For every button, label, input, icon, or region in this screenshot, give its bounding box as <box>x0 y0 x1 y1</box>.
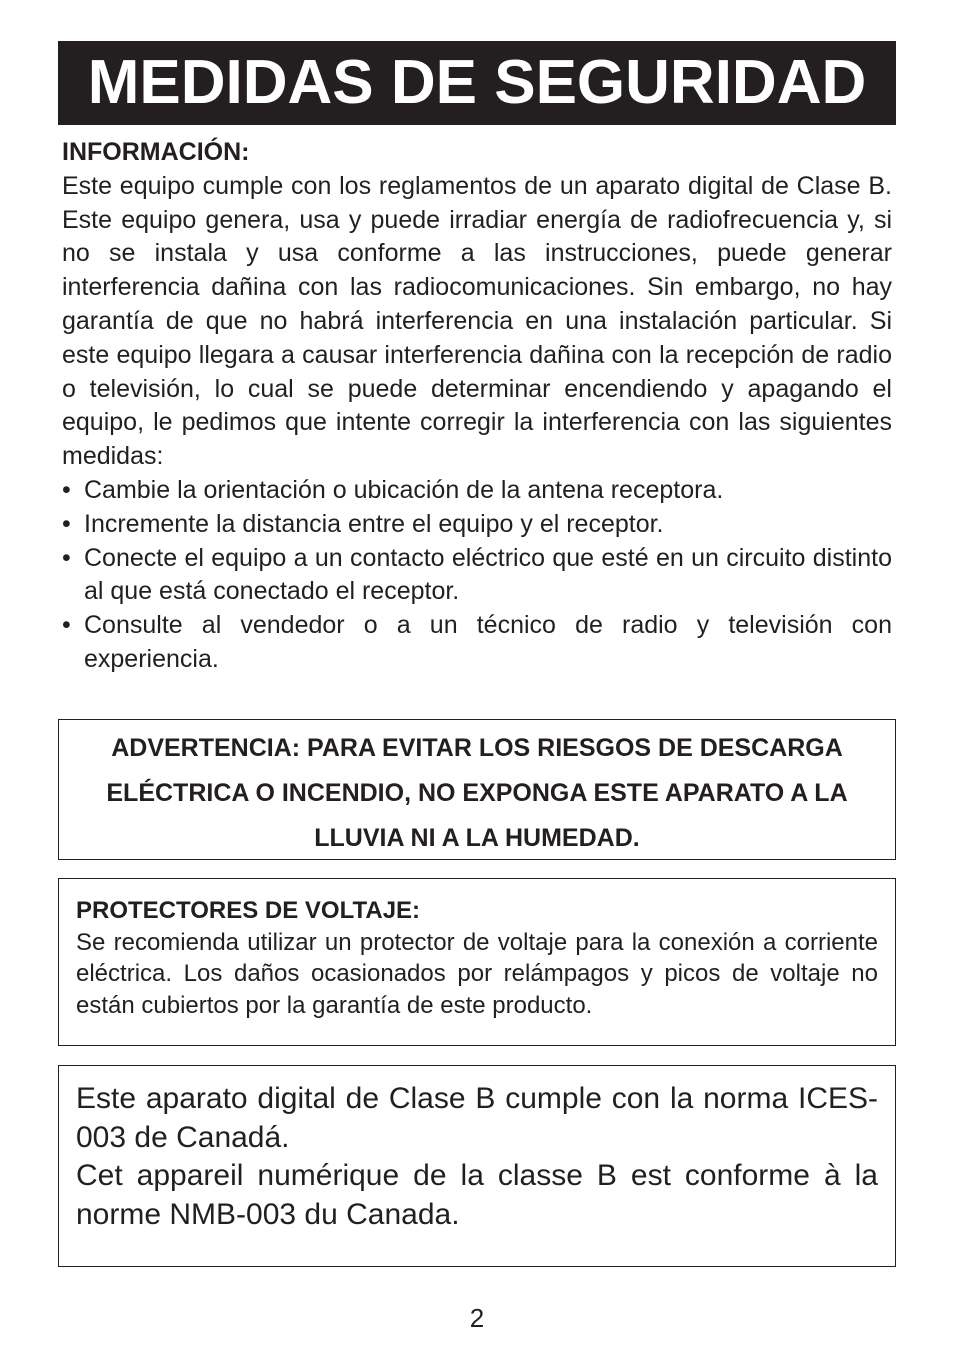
warning-text: ADVERTENCIA: PARA EVITAR LOS RIESGOS DE DESCARGA ELÉCTRICA O INCENDIO, NO EXPONGA ESTE APARATO A LA LLUVIA NI A LA HUMEDAD. <box>106 734 848 852</box>
list-item <box>62 474 892 508</box>
list-item-text: Incremente la distancia entre el equipo y el receptor. <box>84 509 664 538</box>
voltage-body: Se recomienda utilizar un protector de voltaje para la conexión a corriente eléctrica. Los daños ocasionados por relámpagos y picos de voltaje no están cubiertos por la garantía de este producto. <box>76 928 878 1019</box>
voltage-heading: PROTECTORES DE VOLTAJE: <box>76 897 421 924</box>
information-section <box>62 136 892 677</box>
voltage-protectors-box <box>58 878 896 1046</box>
bullet-icon: • <box>62 509 71 538</box>
page-title: MEDIDAS DE SEGURIDAD <box>87 48 867 117</box>
information-heading: INFORMACIÓN: <box>62 138 250 166</box>
list-item <box>62 508 892 542</box>
measures-list <box>62 474 892 677</box>
list-item-text: Cambie la orientación o ubicación de la antena receptora. <box>84 475 724 504</box>
list-item-text: Consulte al vendedor o a un técnico de radio y televisión con experiencia. <box>84 611 892 673</box>
bullet-icon: • <box>62 543 71 572</box>
canada-spanish-text: Este aparato digital de Clase B cumple con la norma ICES-003 de Canadá. <box>76 1082 878 1154</box>
warning-box <box>58 719 896 860</box>
bullet-icon: • <box>62 611 71 640</box>
bullet-icon: • <box>62 475 71 504</box>
page-number: 2 <box>469 1303 485 1333</box>
canada-compliance-box <box>58 1065 896 1267</box>
information-body: Este equipo cumple con los reglamentos de un aparato digital de Clase B. Este equipo genera, usa y puede irradiar energía de radiofrecuencia y, si no se instala y usa conforme a las instrucciones, puede generar interferencia dañina con las radiocomunicaciones. Sin embargo, no hay garantía de que no habrá interferencia en una instalación particular. Si este equipo llegara a causar interferencia dañina con la recepción de radio o televisión, lo cual se puede determinar encendiendo y apagando el equipo, le pedimos que intente corregir la interferencia con las siguientes medidas: <box>62 171 892 471</box>
list-item <box>62 542 892 610</box>
list-item-text: Conecte el equipo a un contacto eléctrico que esté en un circuito distinto al que está conectado el receptor. <box>84 543 892 606</box>
list-item <box>62 609 892 677</box>
title-bar <box>58 41 896 125</box>
canada-french-text: Cet appareil numérique de la classe B est conforme à la norme NMB-003 du Canada. <box>76 1159 878 1231</box>
